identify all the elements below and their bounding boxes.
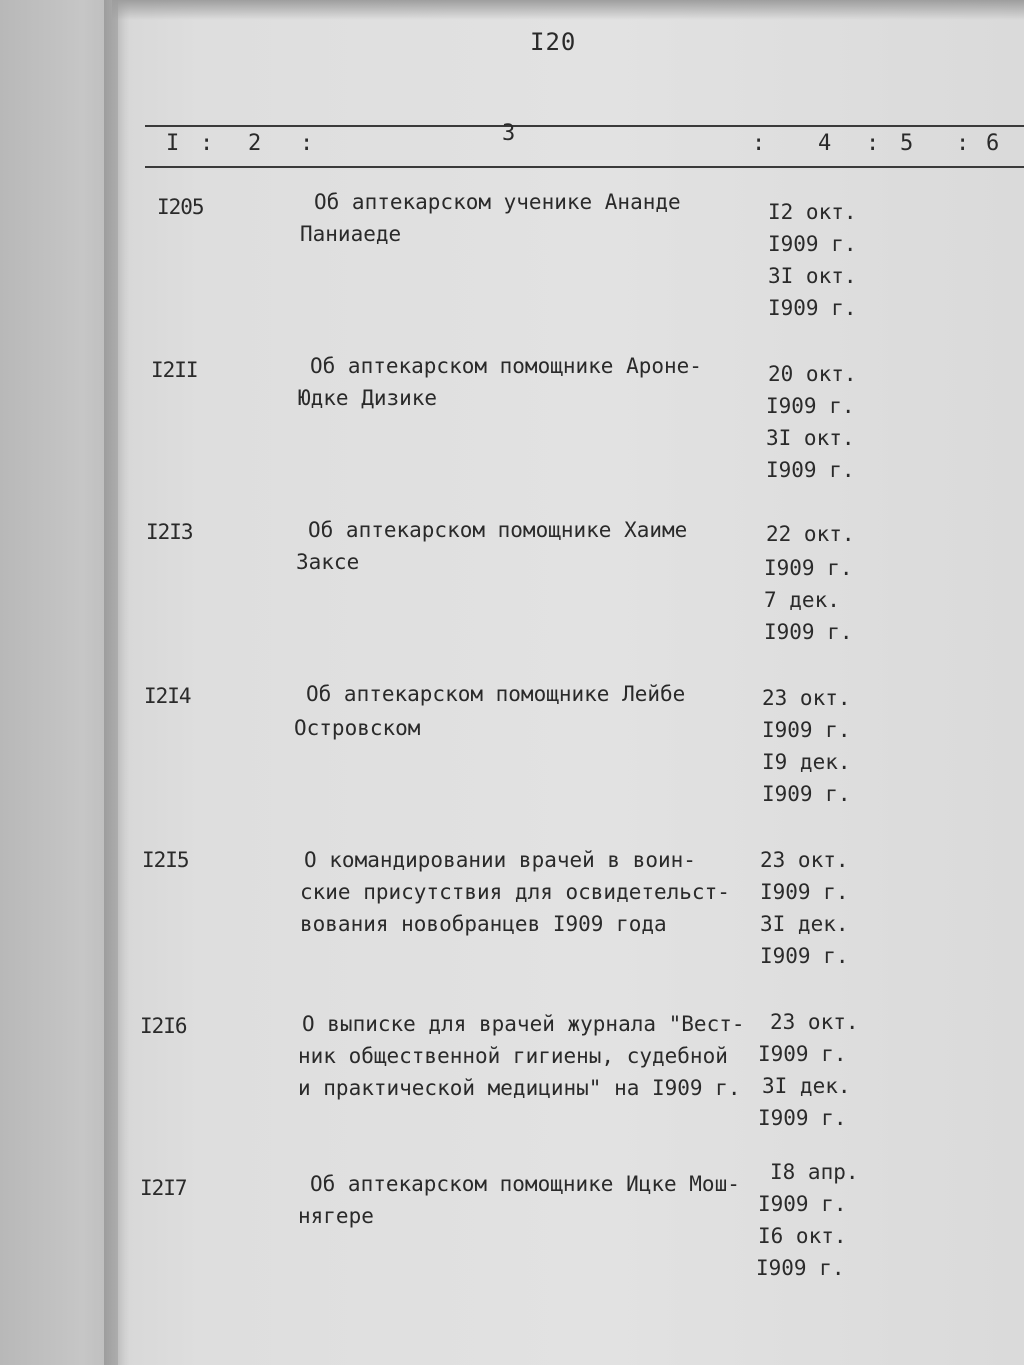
entry-date-line: 23 окт.: [770, 1010, 859, 1034]
header-col-5: 5: [900, 131, 914, 156]
entry-date-line: 3I окт.: [768, 264, 857, 288]
entry-number: I2I6: [140, 1014, 187, 1038]
entry-number: I2I5: [142, 848, 189, 872]
header-col-2: 2: [248, 131, 262, 156]
top-edge-shadow: [112, 0, 1024, 20]
header-separator: :: [956, 131, 970, 156]
left-page-edge: [0, 0, 118, 1365]
header-rule-bottom: [145, 166, 1024, 168]
entry-date-line: I9 дек.: [762, 750, 851, 774]
entry-title-line: Об аптекарском ученике Ананде: [314, 190, 681, 214]
entry-date-line: 7 дек.: [764, 588, 840, 612]
page-number: I20: [530, 28, 577, 56]
entry-title-line: Об аптекарском помощнике Хаиме: [308, 518, 688, 542]
entry-title-line: Об аптекарском помощнике Ароне-: [310, 354, 702, 378]
entry-date-line: I909 г.: [764, 556, 853, 580]
entry-number: I2I7: [140, 1176, 187, 1200]
header-col-3: 3: [502, 121, 516, 146]
entry-date-line: I909 г.: [760, 880, 849, 904]
entry-date-line: I909 г.: [760, 944, 849, 968]
header-rule-top: [145, 125, 1024, 127]
entry-title-line: Об аптекарском помощнике Лейбе: [306, 682, 686, 706]
entry-date-line: I909 г.: [762, 782, 851, 806]
entry-date-line: I909 г.: [758, 1042, 847, 1066]
entry-date-line: I2 окт.: [768, 200, 857, 224]
entry-date-line: I909 г.: [768, 296, 857, 320]
entry-date-line: I909 г.: [764, 620, 853, 644]
entry-date-line: I909 г.: [758, 1106, 847, 1130]
entry-date-line: I909 г.: [756, 1256, 845, 1280]
entry-date-line: I909 г.: [768, 232, 857, 256]
entry-title-line: и практической медицины" на I909 г.: [298, 1076, 741, 1100]
entry-number: I2I4: [144, 684, 191, 708]
header-separator: :: [200, 131, 214, 156]
header-separator: :: [866, 131, 880, 156]
header-col-4: 4: [818, 131, 832, 156]
entry-title-line: Юдке Дизике: [298, 386, 438, 410]
entry-date-line: 3I дек.: [762, 1074, 851, 1098]
header-separator: :: [752, 131, 766, 156]
entry-date-line: 3I дек.: [760, 912, 849, 936]
entry-title-line: О выписке для врачей журнала "Вест-: [302, 1012, 745, 1036]
entry-date-line: 23 окт.: [762, 686, 851, 710]
entry-date-line: I909 г.: [766, 458, 855, 482]
entry-title-line: ник общественной гигиены, судебной: [298, 1044, 728, 1068]
entry-date-line: I6 окт.: [758, 1224, 847, 1248]
spine-shadow: [104, 0, 130, 1365]
entry-title-line: вования новобранцев I909 года: [300, 912, 667, 936]
entry-date-line: 20 окт.: [768, 362, 857, 386]
header-separator: :: [300, 131, 314, 156]
entry-number: I2I3: [146, 520, 193, 544]
header-col-1: I: [166, 131, 180, 156]
entry-title-line: Заксе: [296, 550, 360, 574]
entry-date-line: 3I окт.: [766, 426, 855, 450]
header-col-6: 6: [986, 131, 1000, 156]
entry-date-line: 23 окт.: [760, 848, 849, 872]
entry-date-line: I909 г.: [766, 394, 855, 418]
entry-date-line: 22 окт.: [766, 522, 855, 546]
entry-title-line: О командировании врачей в воин-: [304, 848, 696, 872]
entry-date-line: I8 апр.: [770, 1160, 859, 1184]
entry-date-line: I909 г.: [762, 718, 851, 742]
entry-title-line: нягере: [298, 1204, 374, 1228]
entry-title-line: ские присутствия для освидетельст-: [300, 880, 730, 904]
entry-title-line: Об аптекарском помощнике Ицке Мош-: [310, 1172, 740, 1196]
entry-number: I2II: [151, 358, 198, 382]
entry-title-line: Паниаеде: [300, 222, 402, 246]
entry-number: I205: [157, 195, 204, 219]
entry-date-line: I909 г.: [758, 1192, 847, 1216]
entry-title-line: Островском: [294, 716, 421, 740]
